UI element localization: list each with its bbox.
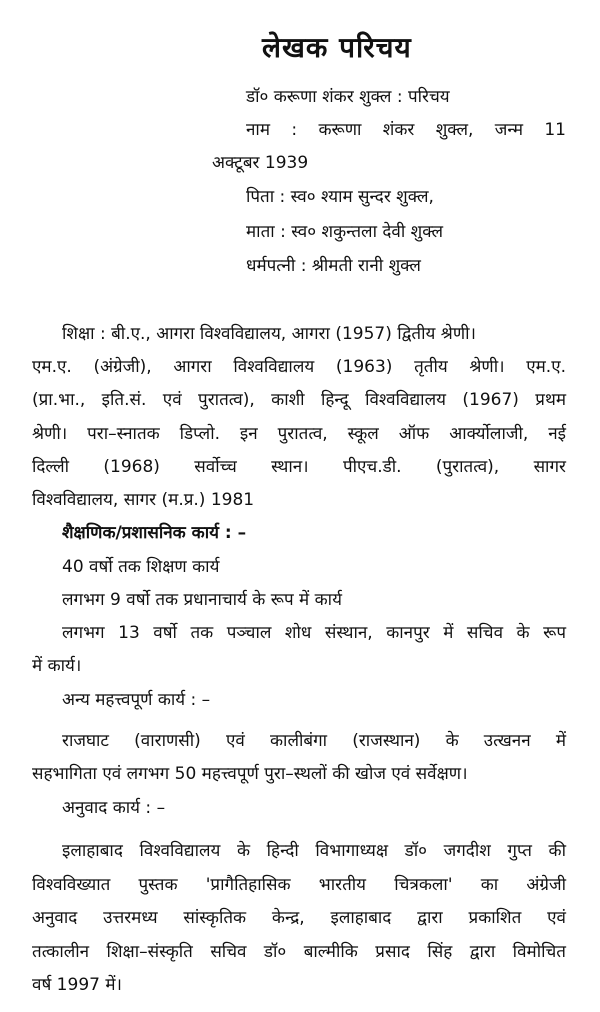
- other-work-line: राजघाट (वाराणसी) एवं कालीबंगा (राजस्थान) के उत्खनन में: [62, 731, 566, 751]
- wife-line: धर्मपत्नी : श्रीमती रानी शुक्ल: [246, 256, 421, 276]
- section-heading-academic-admin: शैक्षणिक/प्रशासनिक कार्य : –: [62, 523, 247, 543]
- translation-line: तत्कालीन शिक्षा–संस्कृति सचिव डॉ० बाल्मीकि प्रसाद सिंह द्वारा विमोचित: [32, 942, 566, 962]
- father-line: पिता : स्व० श्याम सुन्दर शुक्ल,: [246, 187, 434, 207]
- education-line: (प्रा.भा., इति.सं. एवं पुरातत्व), काशी हिन्दू विश्वविद्यालय (1967) प्रथम: [32, 390, 566, 410]
- education-line: विश्वविद्यालय, सागर (म.प्र.) 1981: [32, 490, 255, 510]
- other-work-line: सहभागिता एवं लगभग 50 महत्त्वपूर्ण पुरा–स्थलों की खोज एवं सर्वेक्षण।: [32, 764, 468, 784]
- translation-line: विश्वविख्यात पुस्तक 'प्रागैतिहासिक भारतीय चित्रकला' का अंग्रेजी: [32, 875, 566, 895]
- academic-item: 40 वर्षो तक शिक्षण कार्य: [62, 557, 220, 577]
- page-title: लेखक परिचय: [262, 31, 412, 64]
- subtitle: डॉ० करूणा शंकर शुक्ल : परिचय: [246, 87, 450, 107]
- education-line: शिक्षा : बी.ए., आगरा विश्वविद्यालय, आगरा (1957) द्वितीय श्रेणी।: [62, 324, 476, 344]
- translation-line: अनुवाद उत्तरमध्य सांस्कृतिक केन्द्र, इलाहाबाद द्वारा प्रकाशित एवं: [32, 908, 566, 928]
- education-line: एम.ए. (अंग्रेजी), आगरा विश्वविद्यालय (1963) तृतीय श्रेणी। एम.ए.: [32, 357, 566, 377]
- birth-date-continued: अक्टूबर 1939: [212, 153, 309, 173]
- mother-line: माता : स्व० शकुन्तला देवी शुक्ल: [246, 222, 444, 242]
- name-line: नाम : करूणा शंकर शुक्ल, जन्म 11: [246, 120, 566, 140]
- education-line: श्रेणी। परा–स्नातक डिप्लो. इन पुरातत्व, स्कूल ऑफ आर्क्योलाजी, नई: [32, 424, 566, 444]
- translation-line: वर्ष 1997 में।: [32, 975, 122, 995]
- section-heading-translation: अनुवाद कार्य : –: [62, 798, 166, 818]
- translation-line: इलाहाबाद विश्वविद्यालय के हिन्दी विभागाध्यक्ष डॉ० जगदीश गुप्त की: [62, 841, 566, 861]
- academic-item: लगभग 9 वर्षो तक प्रधानाचार्य के रूप में कार्य: [62, 590, 342, 610]
- academic-item: में कार्य।: [32, 656, 82, 676]
- academic-item: लगभग 13 वर्षो तक पञ्चाल शोध संस्थान, कानपुर में सचिव के रूप: [62, 623, 566, 643]
- section-heading-other-work: अन्य महत्त्वपूर्ण कार्य : –: [62, 690, 211, 710]
- education-line: दिल्ली (1968) सर्वोच्च स्थान। पीएच.डी. (पुरातत्व), सागर: [32, 457, 566, 477]
